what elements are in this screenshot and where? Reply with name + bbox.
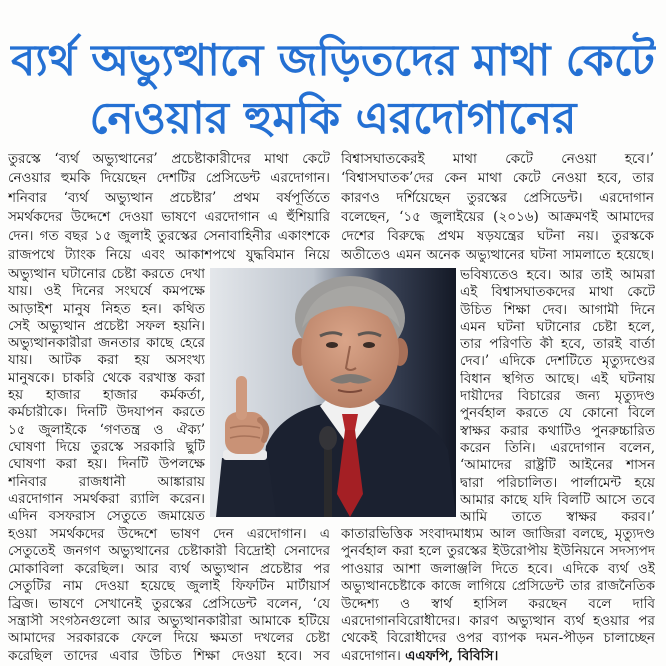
text-line: পাওয়ার আশা জলাঞ্জলি দিতে হবে। এদিকে ব্যর্থ ওই bbox=[341, 560, 655, 577]
text-line: মানুষকে। চাকরি থেকে বরখাস্ত করা bbox=[8, 369, 205, 386]
text-line: দেশের বিরুদ্ধে প্রথম ষড়যন্ত্রের ঘটনা নয়। তুরস্ককে bbox=[341, 228, 654, 245]
text-line: যায়। ওই দিনের সংঘর্ষে কমপক্ষে bbox=[8, 283, 205, 300]
text-line: সন্ত্রাসী সংগঠনগুলো আর অভ্যুত্থানকারীরা আমাকে হটিয়ে bbox=[8, 612, 330, 629]
text-line: ১৫ জুলাইকে ‘গণতন্ত্র ও ঐক্য’ bbox=[8, 421, 205, 438]
text-line: পুনর্বহাল করতে যে কোনো বিলে bbox=[460, 405, 655, 422]
text-line: করেন তিনি। এরদোগান বলেন, bbox=[460, 439, 655, 456]
text-line: এমন ঘটনা ঘটানোর চেষ্টা হলে, bbox=[460, 318, 655, 335]
text-line: অতীতেও এমন অনেক অভ্যুত্থানের ঘটনা সামলাতে হয়েছে। bbox=[341, 248, 654, 264]
text-line: ব্রিজ। ভাষণে সেখানেই তুরস্কের প্রেসিডেন্ট বলেন, ‘যে bbox=[8, 595, 330, 612]
text-line: হয় হাজার হাজার কর্মকর্তা, bbox=[8, 387, 205, 404]
text-line: তুরস্কে ‘ব্যর্থ অভ্যুত্থানের’ প্রচেষ্টাকারীদের মাথা কেটে bbox=[8, 151, 330, 167]
left-column-bottom bbox=[8, 526, 330, 665]
text-line: ‘আমাদের রাষ্ট্রটি আইনের শাসন bbox=[460, 457, 655, 474]
text-line: পুনর্বহাল করা হলে তুরস্কের ইউরোপীয় ইউনিয়নে সদস্যপদ bbox=[341, 543, 655, 560]
text-line: আমি তাতে স্বাক্ষর করব।’ bbox=[460, 509, 655, 526]
text-line: কাতারভিত্তিক সংবাদমাধ্যম আল জাজিরা বলছে, মৃত্যুদণ্ড bbox=[341, 526, 655, 542]
text-line: থেকেই বিরোধীদের ওপর ব্যাপক দমন-পীড়ন চালাচ্ছেন bbox=[341, 630, 655, 647]
closing-text: এরদোগান। bbox=[341, 647, 401, 664]
right-column-bottom bbox=[341, 526, 655, 665]
text-line: হওয়া সমর্থকদের উদ্দেশে ভাষণ দেন এরদোগান। এ bbox=[8, 526, 330, 542]
text-line: সমর্থকদের উদ্দেশে দেওয়া ভাষণে এরদোগান এ হুঁশিয়ারি bbox=[8, 208, 330, 225]
portrait-photo bbox=[210, 268, 456, 517]
news-sources: এএফপি, বিবিসি। bbox=[405, 647, 499, 664]
text-line: বিধান স্থগিত আছে। এই ঘটনায় bbox=[460, 370, 655, 387]
text-line: অভ্যুত্থানকারীরা জনতার কাছে হেরে bbox=[8, 335, 205, 352]
text-line: উদ্দেশ্য ও স্বার্থ হাসিল করছেন বলে দাবি bbox=[341, 595, 655, 612]
text-line: দ্বারা পরিচালিত। পার্লামেন্ট হয়ে bbox=[460, 474, 655, 491]
text-line: এই বিশ্বাসঘাতকদের মাথা কেটে bbox=[460, 284, 655, 301]
text-line: দেব।’ এদিকে দেশটিতে মৃত্যুদণ্ডের bbox=[460, 353, 655, 370]
text-line: এরদোগান সমর্থকরা র‍্যালি করেন। bbox=[8, 490, 205, 507]
text-line: এরদোগানবিরোধীদের। কারণ অভ্যুত্থান ব্যর্থ হওয়ার পর bbox=[341, 612, 655, 629]
text-line: ঘোষণা দিয়ে তুরস্কে সরকারি ছুটি bbox=[8, 438, 205, 455]
text-line: আড়াইশ মানুষ নিহত হন। কথিত bbox=[8, 300, 205, 317]
headline-line-2: নেওয়ার হুমকি এরদোগানের bbox=[89, 93, 577, 144]
text-line: বিশ্বাসঘাতকেরই মাথা কেটে নেওয়া হবে।’ bbox=[341, 151, 654, 167]
text-line: ভবিষ্যতেও হবে। আর তাই আমরা bbox=[460, 267, 655, 283]
headline-line-1: ব্যর্থ অভ্যুত্থানে জড়িতদের মাথা কেটে bbox=[11, 36, 655, 86]
text-line: করেছিল তাদের এবার উচিত শিক্ষা দেওয়া হবে। সব bbox=[8, 647, 330, 664]
text-line: মোকাবিলা করেছিল। আর ব্যর্থ অভ্যুত্থান প্রচেষ্টার পর bbox=[8, 560, 330, 577]
text-line: তার পরিণতি কী হবে, তারই বার্তা bbox=[460, 336, 655, 353]
text-line: দেন। গত বছর ১৫ জুলাই তুরস্কের সেনাবাহিনীর একাংশকে bbox=[8, 228, 330, 245]
text-line: সেতুটির নাম দেওয়া হয়েছে জুলাই ফিফটিন মার্টায়ার্স bbox=[8, 578, 330, 595]
right-column-wrap bbox=[460, 267, 655, 526]
text-line: যায়। আটক করা হয় অসংখ্য bbox=[8, 352, 205, 369]
text-line: দায়ীদের বিচারের জন্য মৃত্যুদণ্ড bbox=[460, 388, 655, 405]
text-line: অভ্যুত্থান ঘটানোর চেষ্টা করতে দেখা bbox=[8, 266, 205, 282]
left-column-wrap bbox=[8, 266, 205, 525]
text-line: অভ্যুত্থানচেষ্টাকে কাজে লাগিয়ে প্রেসিডেন্ট তার রাজনৈতিক bbox=[341, 579, 655, 595]
text-line: উচিত শিক্ষা দেব। আগামী দিনে bbox=[460, 301, 655, 318]
text-line: বলেছেন, ‘১৫ জুলাইয়ের (২০১৬) আক্রমণই আমাদের bbox=[341, 208, 654, 225]
text-line: ‘বিশ্বাসঘাতক’দের কেন মাথা কেটে নেওয়া হবে, তার bbox=[341, 170, 654, 187]
left-column-top bbox=[8, 150, 330, 266]
text-line: আমার কাছে যদি বিলটি আসে তবে bbox=[460, 491, 655, 508]
eye bbox=[363, 342, 375, 348]
right-column-top bbox=[341, 150, 654, 266]
text-line: শনিবার ‘ব্যর্থ অভ্যুত্থান প্রচেষ্টার’ প্রথম বর্ষপূর্তিতে bbox=[8, 189, 330, 206]
microphone-stand bbox=[324, 444, 332, 517]
text-line: সেই অভ্যুত্থান প্রচেষ্টা সফল হয়নি। bbox=[8, 317, 205, 334]
text-line: আমাদের সরকারকে ফেলে দিয়ে ক্ষমতা দখলের চেষ্টা bbox=[8, 630, 330, 647]
text-line: নেওয়ার হুমকি দিয়েছেন দেশটির প্রেসিডেন্ট এরদোগান। bbox=[8, 170, 330, 187]
text-line: শনিবার রাজধানী আঙ্কারায় bbox=[8, 473, 205, 490]
text-line: সেতুতেই জনগণ অভ্যুত্থানের চেষ্টাকারী বিদ্রোহী সেনাদের bbox=[8, 543, 330, 560]
text-line: রাজপথে ট্যাংক নিয়ে এবং আকাশপথে যুদ্ধবিমান নিয়ে bbox=[8, 247, 330, 264]
text-line: স্বাক্ষর করার কথাটিও পুনরুচ্চারিত bbox=[460, 422, 655, 439]
index-finger bbox=[236, 376, 247, 420]
text-line: ঘোষণা করা হয়। দিনটি উপলক্ষে bbox=[8, 456, 205, 473]
closing-line bbox=[341, 648, 655, 665]
text-line: কর্মচারীকে। দিনটি উদযাপন করতে bbox=[8, 404, 205, 421]
text-line: কারণও দর্শিয়েছেন তুরস্কের প্রেসিডেন্ট। এরদোগান bbox=[341, 189, 654, 206]
eye bbox=[326, 342, 338, 348]
text-line: এদিন বসফরাস সেতুতে জমায়েত bbox=[8, 508, 205, 525]
microphone-head bbox=[319, 426, 337, 450]
sleeve bbox=[216, 458, 276, 517]
